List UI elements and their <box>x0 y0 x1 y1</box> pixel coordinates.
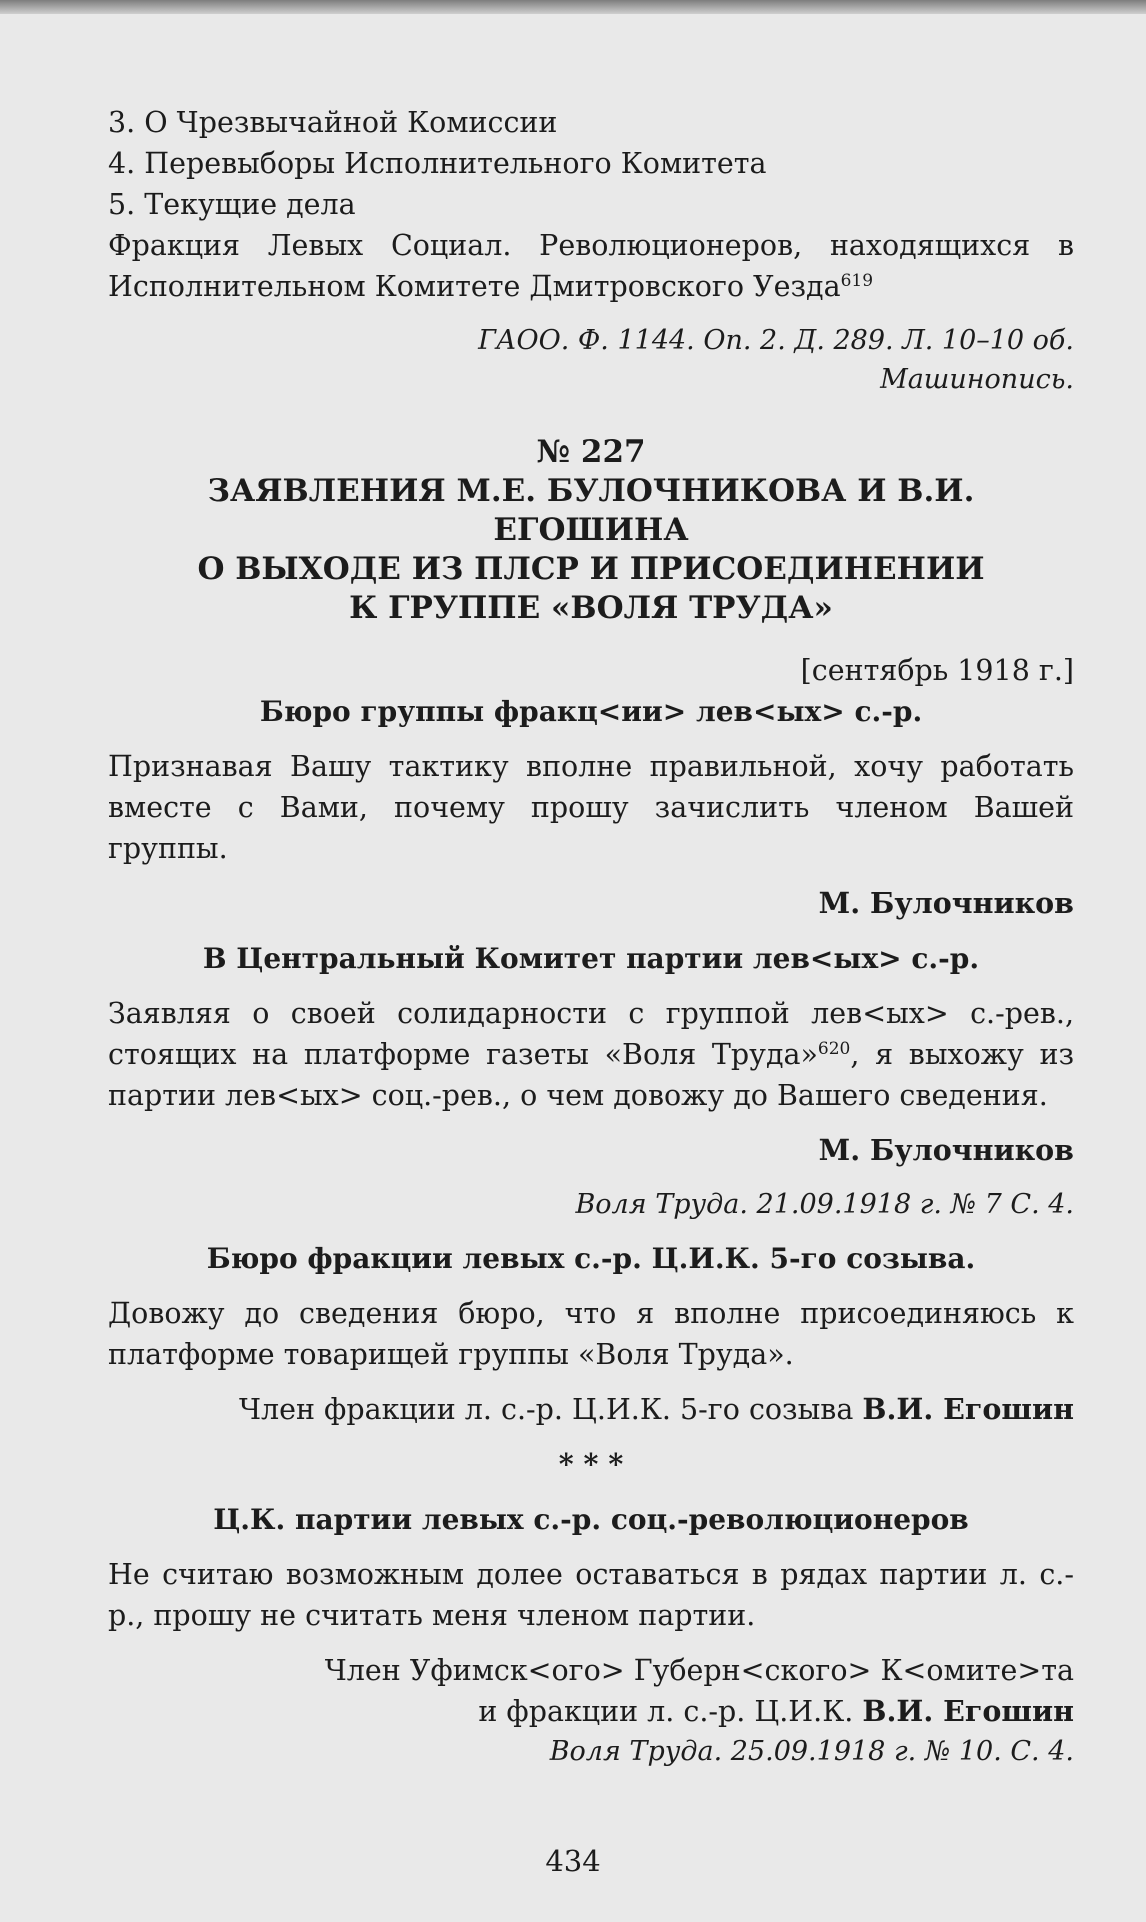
footnote-ref-619: 619 <box>840 271 874 291</box>
scan-edge <box>0 0 1146 14</box>
document-title-line-3: К ГРУППЕ «ВОЛЯ ТРУДА» <box>349 590 833 626</box>
letter1-address: Бюро группы фракц<ии> лев<ых> с.-р. <box>259 695 923 728</box>
document-title-line-1: ЗАЯВЛЕНИЯ М.Е. БУЛОЧНИКОВА И В.И. ЕГОШИНА <box>207 473 975 548</box>
letter3-signature-prefix: Член фракции л. с.-р. Ц.И.К. 5-го созыва <box>239 1393 854 1426</box>
letter2-paragraph <box>108 993 1074 1116</box>
archive-source-type: Машинопись. <box>880 364 1074 395</box>
letter3-address: Бюро фракции левых с.-р. Ц.И.К. 5-го созыва. <box>206 1242 976 1275</box>
document-date: [сентябрь 1918 г.] <box>800 654 1074 687</box>
letter2-text-part1: Заявляя о своей солидарности с группой лев<ых> с.-рев., стоящих на платформе газеты «Воля Труда» <box>108 997 1074 1071</box>
letter2-text-part2: , я выхожу из партии лев<ых> соц.-рев., о чем довожу до Вашего сведения. <box>108 1038 1074 1112</box>
page-number: 434 <box>545 1844 601 1878</box>
faction-text: Фракция Левых Социал. Революционеров, находящихся в Исполнительном Комитете Дмитровского Уезда <box>108 229 1074 303</box>
letter3-text: Довожу до сведения бюро, что я вполне присоединяюсь к платформе товарищей группы «Воля Труда». <box>108 1297 1074 1371</box>
letter2-address: В Центральный Комитет партии лев<ых> с.-р. <box>202 942 980 975</box>
footnote-ref-620: 620 <box>817 1039 851 1059</box>
agenda-item-3: 3. О Чрезвычайной Комиссии <box>108 106 558 139</box>
archive-source: ГАОО. Ф. 1144. Оп. 2. Д. 289. Л. 10–10 об. <box>478 325 1074 356</box>
letter3-signature-name: В.И. Егошин <box>862 1392 1074 1426</box>
letter2-signature: М. Булочников <box>818 1133 1074 1167</box>
letter3-signature <box>108 1389 1074 1430</box>
document-number: № 227 <box>536 434 646 470</box>
document-title-line-2: О ВЫХОДЕ ИЗ ПЛСР И ПРИСОЕДИНЕНИИ <box>197 551 985 587</box>
agenda-item-4: 4. Перевыборы Исполнительного Комитета <box>108 147 767 180</box>
letter4-signature-line-2 <box>108 1691 1074 1732</box>
agenda-item-5: 5. Текущие дела <box>108 188 356 221</box>
letter1-signature: М. Булочников <box>818 886 1074 920</box>
newspaper-source-2: Воля Труда. 25.09.1918 г. № 10. С. 4. <box>549 1736 1074 1767</box>
section-separator: * * * <box>558 1447 624 1481</box>
letter4-signature-line-1: Член Уфимск<ого> Губерн<ского> К<омите>та <box>324 1654 1074 1687</box>
page-content <box>108 102 1074 1771</box>
letter4-address: Ц.К. партии левых с.-р. соц.-революционеров <box>213 1503 969 1536</box>
letter4-signature-name: В.И. Егошин <box>862 1694 1074 1728</box>
letter1-text: Признавая Вашу тактику вполне правильной, хочу работать вместе с Вами, почему прошу зачислить членом Вашей группы. <box>108 750 1074 865</box>
letter4-signature-prefix: и фракции л. с.-р. Ц.И.К. <box>478 1695 854 1728</box>
faction-paragraph <box>108 225 1074 307</box>
letter4-text: Не считаю возможным долее оставаться в рядах партии л. с.-р., прошу не считать меня членом партии. <box>108 1558 1074 1632</box>
newspaper-source-1: Воля Труда. 21.09.1918 г. № 7 С. 4. <box>575 1189 1074 1220</box>
